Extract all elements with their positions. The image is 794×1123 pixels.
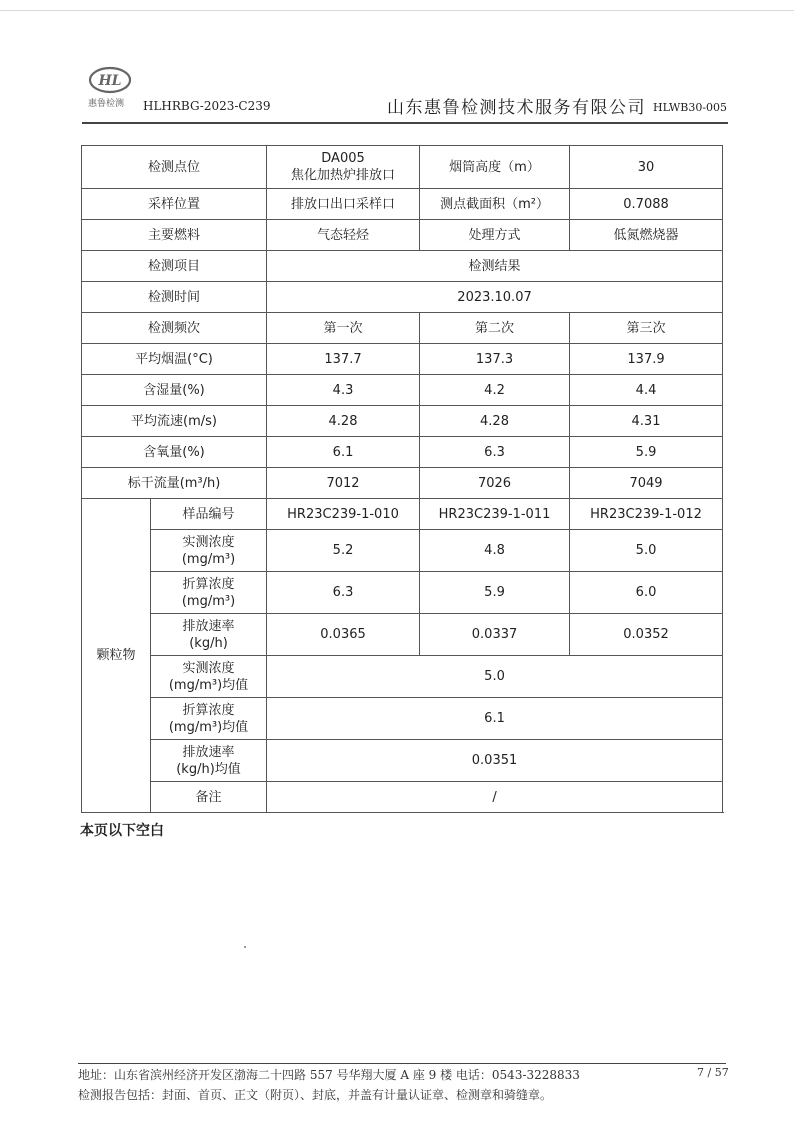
measured-conc-label: 实测浓度 (mg/m³) [151,530,267,572]
param-value: 7012 [267,468,420,499]
table-row [82,220,723,251]
test-result-header: 检测结果 [267,251,723,282]
form-code: HLWB30-005 [653,101,728,114]
measured-conc-value: 5.2 [267,530,420,572]
frequency-1: 第一次 [267,313,420,344]
company-logo [88,66,138,110]
stack-height-value: 30 [570,146,723,189]
treatment-value: 低氮燃烧器 [570,220,723,251]
footer-address: 地址：山东省滨州经济开发区渤海二十四路 557 号华翔大厦 A 座 9 楼 电话：0543-3228833 [78,1068,580,1082]
svg-text:HL: HL [98,73,122,89]
converted-avg-value: 6.1 [267,698,723,740]
top-edge-line [0,10,794,11]
emission-test-table [81,145,723,813]
param-value: 4.3 [267,375,420,406]
emission-rate-label: 排放速率 (kg/h) [151,614,267,656]
table-row [82,189,723,220]
stack-height-label: 烟筒高度（m） [420,146,570,189]
param-label: 平均烟温(°C) [82,344,267,375]
particulate-group-label: 颗粒物 [82,499,151,813]
frequency-3: 第三次 [570,313,723,344]
measured-conc-value: 4.8 [420,530,570,572]
param-value: 137.9 [570,344,723,375]
table-row [82,344,723,375]
table-row [82,146,723,189]
sample-id: HR23C239-1-012 [570,499,723,530]
table-row [82,740,723,782]
table-row [82,313,723,344]
footer-divider [78,1063,726,1064]
param-value: 6.3 [420,437,570,468]
param-label: 平均流速(m/s) [82,406,267,437]
table-row [82,530,723,572]
test-time-value: 2023.10.07 [267,282,723,313]
param-label: 含氧量(%) [82,437,267,468]
table-row [82,437,723,468]
report-code: HLHRBG-2023-C239 [143,99,271,113]
rate-avg-value: 0.0351 [267,740,723,782]
footer-contents-note: 检测报告包括：封面、首页、正文（附页）、封底，并盖有计量认证章、检测章和骑缝章。 [78,1088,553,1102]
param-label: 含湿量(%) [82,375,267,406]
converted-conc-value: 6.3 [267,572,420,614]
point-label: 检测点位 [82,146,267,189]
table-row [82,782,723,813]
param-value: 4.4 [570,375,723,406]
param-value: 4.2 [420,375,570,406]
table-row [82,614,723,656]
param-value: 6.1 [267,437,420,468]
param-value: 4.28 [267,406,420,437]
scan-speck [244,946,246,948]
table-row [82,282,723,313]
param-label: 标干流量(m³/h) [82,468,267,499]
emission-rate-value: 0.0352 [570,614,723,656]
hl-logo-icon [88,66,132,94]
company-name: 山东惠鲁检测技术服务有限公司 [387,98,646,118]
param-value: 7049 [570,468,723,499]
measured-avg-label: 实测浓度 (mg/m³)均值 [151,656,267,698]
sample-id: HR23C239-1-011 [420,499,570,530]
emission-rate-value: 0.0365 [267,614,420,656]
table-row [82,499,723,530]
converted-avg-label: 折算浓度 (mg/m³)均值 [151,698,267,740]
remark-label: 备注 [151,782,267,813]
converted-conc-value: 5.9 [420,572,570,614]
sampling-position-value: 排放口出口采样口 [267,189,420,220]
cross-section-value: 0.7088 [570,189,723,220]
blank-below-note: 本页以下空白 [80,823,164,839]
sample-id-label: 样品编号 [151,499,267,530]
remark-value: / [267,782,723,813]
table-row [82,468,723,499]
param-value: 137.7 [267,344,420,375]
param-value: 4.28 [420,406,570,437]
table-row [82,251,723,282]
table-row [82,375,723,406]
sampling-position-label: 采样位置 [82,189,267,220]
table-row [82,572,723,614]
treatment-label: 处理方式 [420,220,570,251]
measured-conc-value: 5.0 [570,530,723,572]
cross-section-label: 测点截面积（m²） [420,189,570,220]
table-row [82,406,723,437]
frequency-2: 第二次 [420,313,570,344]
fuel-label: 主要燃料 [82,220,267,251]
emission-rate-value: 0.0337 [420,614,570,656]
page-number: 7 / 57 [697,1066,729,1079]
param-value: 7026 [420,468,570,499]
table-row [82,656,723,698]
table-row [82,698,723,740]
converted-conc-value: 6.0 [570,572,723,614]
sample-id: HR23C239-1-010 [267,499,420,530]
converted-conc-label: 折算浓度 (mg/m³) [151,572,267,614]
measured-avg-value: 5.0 [267,656,723,698]
test-item-label: 检测项目 [82,251,267,282]
rate-avg-label: 排放速率 (kg/h)均值 [151,740,267,782]
header-divider [82,122,728,124]
test-time-label: 检测时间 [82,282,267,313]
frequency-label: 检测频次 [82,313,267,344]
point-value: DA005 焦化加热炉排放口 [267,146,420,189]
param-value: 5.9 [570,437,723,468]
logo-caption: 惠鲁检测 [88,99,125,109]
param-value: 137.3 [420,344,570,375]
fuel-value: 气态轻烃 [267,220,420,251]
param-value: 4.31 [570,406,723,437]
